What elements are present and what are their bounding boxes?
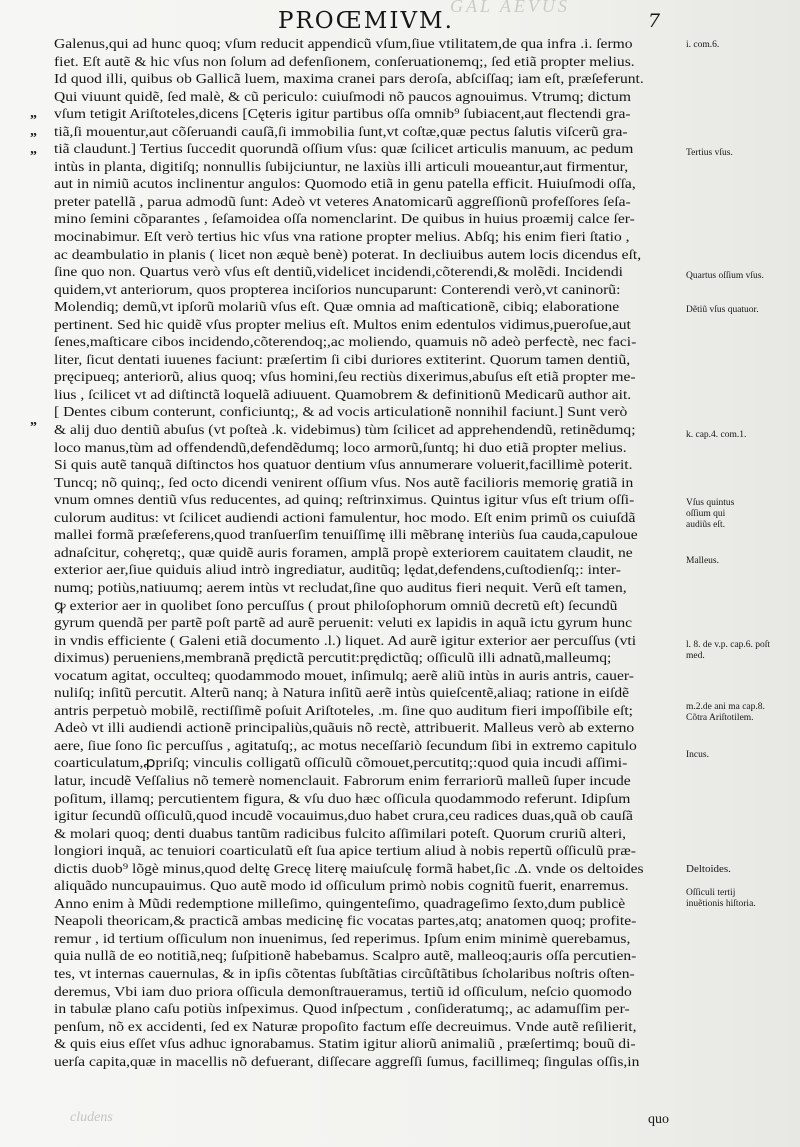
text-line: poſitum, illamq; percutientem figura, & vſu duo hæc oſſicula quodammodo referunt. Idipſum	[54, 791, 631, 807]
text-line: latur, incudẽ Veſſalius nõ temerè nomenclauit. Fabrorum enim ferrariorũ malleũ ſuper incude	[54, 773, 631, 789]
text-line: pręcipueq; anteriorũ, alius quoq; vſus homini,ſeu rectiùs dixerimus,abuſus eſt etiã propter me-	[54, 370, 636, 386]
text-line: remur , id tertium oſſiculum non inuenimus, ſed reperimus. Ipſum enim minimè querebamus,	[54, 931, 631, 947]
quote-mark: „	[30, 142, 37, 157]
marginal-note: Oſſiculi tertij inuẽtionis hiſtoria.	[686, 888, 756, 909]
text-line: Si quis autẽ tanquã diſtinctos hos quatuor dentium vſus annumerare voluerit,facillimè poterit.	[54, 458, 633, 474]
page-header	[0, 4, 800, 38]
marginal-note: Tertius vſus.	[686, 148, 733, 158]
body-text	[54, 36, 684, 1071]
text-line: intùs in planta, digitiſq; nonnullis ſubijciuntur, ne laxiùs illi articuli moueantur,aut firmentur,	[54, 159, 629, 175]
text-line: ſine quo non. Quartus verò vſus eſt dentiũ,videlicet incidendi,cõterendi,& molẽdi. Incidendi	[54, 265, 624, 281]
text-line: Qui viuunt quidẽ, ſed malè, & cũ periculo: cuiuſmodi nõ paucos agnouimus. Vtrumq; dictum	[54, 89, 631, 105]
quote-mark: „	[30, 124, 37, 139]
text-line: ac deambulatio in planis ( licet non æquè benè) poterat. In decliuibus autem locis dicendus eſt,	[54, 247, 642, 263]
text-line: loco manus,tùm ad offendendũ,defendẽdumq; loco armorũ,ſuntq; hi duo etiã propter melius.	[54, 440, 627, 456]
text-line: in vndis efficiente ( Galeni etiã documento .l.) liquet. Ad aurẽ igitur exterior aer percuſſus (vti	[54, 633, 637, 649]
text-line: mocinabimur. Eſt verò tertius hic vſus vna ratione propter melius. Abſq; his enim fieri ſtatio ,	[54, 230, 630, 246]
text-line: aere, ſiue ſono ſic percuſſus , agitatuſq;, ac motus neceſſariò ſecundum ſibi in extremo capitulo	[54, 738, 637, 754]
text-line: Neapoli theoricam,& practicã ambas medicinę fic vocatas partes,atq; anatomen quoq; profite-	[54, 914, 637, 930]
text-line: tiã claudunt.] Tertius ſuccedit quorundã oſſium vſus: quæ ſcilicet articulis manuum, ac pedum	[54, 142, 634, 158]
text-line: uerſa capita,quæ in macellis nõ defuerant, diſſecare aggreſſi ſumus, facillimeq; ſingulas oſſis,in	[54, 1054, 640, 1070]
text-line: dictis duob⁹ lõgè minus,quod deltę Grecę literę maiuſculę formã habet,ſic .Δ. vnde os deltoides	[54, 861, 644, 877]
text-line: numq; potiùs,natiuumq; aerem intùs vt recludat,ſine quo auditus fieri nequit. Verũ eſt tamen,	[54, 580, 627, 596]
marginal-note: k. cap.4. com.1.	[686, 430, 747, 440]
text-line: coarticulatum,ꝓpriſq; vinculis colligatũ oſſiculũ cõmouet,percutitq;:quod quia incudi aſſimi-	[54, 756, 628, 772]
text-line: liter, ſicut dentati iuuenes faciunt: præſertim ſi cibi duriores extiterint. Quorum tamen dentiũ,	[54, 352, 631, 368]
text-line: culorum auditus: vt ſcilicet audiendi actioni famulentur, hoc modo. Eſt enim primũ os cuiuſdã	[54, 510, 636, 526]
marginal-note: Deltoides.	[686, 863, 731, 875]
text-line: mino ſemini cõparantes , ſeſamoidea oſſa nomenclarint. De quibus in huius proæmij calce ſer-	[54, 212, 635, 228]
marginal-note: Vſus quintus oſſium qui audiũs eſt.	[686, 498, 735, 530]
text-line: Adeò vt illi audiendi actionẽ principaliùs,quãuis nõ rectè, attribuerit. Malleus verò ab externo	[54, 721, 635, 737]
text-line: pertinent. Sed hic quidẽ vſus propter melius eſt. Multos enim edentulos vidimus,pueroſue,aut	[54, 317, 631, 333]
catchword: quo	[648, 1112, 669, 1127]
text-line: ꝙ exterior aer in quolibet ſono percuſſus ( prout philoſophorum omniũ decretũ eſt) ſecundũ	[54, 598, 618, 614]
quote-mark: „	[30, 106, 37, 121]
text-line: quidem,vt anteriorum, quos propterea inciſorios nuncuparunt: Conterendi verò,vt caninorũ:	[54, 282, 621, 298]
text-line: mallei formã præſeferens,quod tranſuerſim tenuiſſimę illi mẽbranę interiùs ſua cauda,capuloue	[54, 528, 638, 544]
text-line: [ Dentes cibum conterunt, conficiuntq;, & ad vocis articulationẽ nonnihil faciunt.] Sunt verò	[54, 405, 628, 421]
text-line: deremus, Vbi iam duo priora oſſicula demonſtraueramus, tertiũ id oſſiculum, neſcio quomodo	[54, 984, 632, 1000]
running-title: PROŒMIVM.	[278, 8, 454, 34]
text-line: penſum, nõ ex accidenti, ſed ex Naturæ propoſito factum eſſe decreuimus. Vnde autẽ reſilierit,	[54, 1019, 637, 1035]
text-line: tiã,ſi mouentur,aut cõſeruandi cauſã,ſi immobilia ſunt,vt coſtæ,quæ pectus ſalutis viſcerũ gra-	[54, 124, 628, 140]
text-line: aliquãdo nuncupauimus. Quo autẽ modo id oſſiculum primò nobis cognitũ fuerit, enarremus.	[54, 879, 629, 895]
marginal-note: Quartus oſſium vſus.	[686, 271, 764, 281]
text-line: gyrum quendã per partẽ poſt partẽ ad aurẽ peruenit: veluti ex lapidis in aquã ictu gyrum hunc	[54, 616, 633, 632]
text-line: aut in nimiũ acutos inclinentur angulos: Quomodo etiã in genu patella efficit. Huiuſmodi oſſa,	[54, 177, 636, 193]
text-line: nuliſq; inſitũ percutit. Alterũ nanq; à Natura inſitũ aerẽ intùs quieſcentẽ,aliaq; ratione in eiſdẽ	[54, 686, 630, 702]
bleed-through-text-bottom: cludens	[70, 1110, 113, 1125]
marginal-note: l. 8. de v.p. cap.6. poſt med.	[686, 640, 771, 661]
text-line: tes, vt internas cauernulas, & in ipſis cõtentas ſubſtãtias circũſtãtibus ſcholaribus noſtris oſten-	[54, 966, 635, 982]
page-number: 7	[648, 10, 661, 32]
text-line: vſum tetigit Ariſtoteles,dicens [Cęteris igitur partibus oſſa omnib⁹ ſubiacent,aut flectendi gra-	[54, 107, 631, 123]
text-line: Galenus,qui ad hunc quoq; vſum reducit appendicũ vſum,ſiue vtilitatem,de qua infra .i. ſermo	[54, 37, 633, 52]
text-line: quia nullã de eo notitiã,neq; ſuſpitionẽ habebamus. Scalpro autẽ, malleoq;auris oſſa percutien-	[54, 949, 637, 965]
bleed-through-text-top: GAL AEVUS	[450, 0, 570, 16]
text-line: ſenes,maſticare cibos incidendo,cõterendoq;,ac moliendo, quamuis nõ adeò perfectè, nec faci-	[54, 335, 637, 351]
marginal-note: m.2.de ani ma cap.8. Cõtra Ariſtotilem.	[686, 702, 765, 723]
text-line: Molendiq; demũ,vt ipſorũ molariũ vſus eſt. Quæ omnia ad maſticationẽ, cibiq; elaboratione	[54, 300, 620, 316]
marginal-note: Incus.	[686, 750, 709, 760]
text-line: diximus) perueniens,membranã prędictã percutit:prędictũq; oſſiculũ illi adnatũ,malleumq;	[54, 651, 612, 667]
text-line: in tabulæ plano caſu potiùs inſpeximus. Quod inſpectum , conſideratumq;, ac adamuſſim per-	[54, 1002, 630, 1018]
text-line: vnum omnes dentiũ vſus reducentes, ad quinq; reſtrinximus. Quintus igitur vſus eſt trium oſſi-	[54, 493, 635, 509]
text-line: & quis eius eſſet vſus adhuc ignorabamus. Statim igitur aliorũ animaliũ , præſertimq; bouũ di-	[54, 1037, 636, 1053]
text-line: longiori inquã, ac tenuiori coarticulatũ eſt ſua apice tertium aliud à nobis repertũ oſſiculũ præ-	[54, 844, 636, 860]
text-line: antris perpetuò mobilẽ, rectiſſimẽ poſuit Ariſtoteles, .m. ſine quo auditum fieri impoſſibile eſt;	[54, 703, 633, 719]
text-line: & molari quoq; denti duabus tantũm radicibus fulcito aſſimilari poteſt. Quorum cruriũ alteri,	[54, 826, 627, 842]
text-line: igitur ſecundũ oſſiculũ,quod incudẽ vocauimus,duo habet crura,ceu radices duas,quã ob cauſã	[54, 809, 633, 825]
text-line: vocatum agitat, occulteq; quodammodo mouet, inſimulq; aerẽ aliũ intùs in auris antris, cauer-	[54, 668, 634, 684]
marginal-note: Malleus.	[686, 556, 719, 566]
text-line: lius , ſcilicet vt ad diſtinctã loquelã adiuuent. Quamobrem & definitionũ Medicarũ author ait.	[54, 387, 632, 403]
text-line: Anno enim à Mũdi redemptione milleſimo, quingenteſimo, quadrageſimo ſexto,dum publicè	[54, 896, 626, 912]
text-line: Id quod illi, quibus ob Gallicã luem, maxima cranei pars deroſa, abſciſſaq; iam eſt, præſeferunt.	[54, 72, 644, 88]
quote-mark: „	[30, 413, 37, 428]
text-line: & alij duo dentiũ abuſus (vt poſteà .k. videbimus) tùm ſcilicet ad apprehendendũ, retinẽdumq;	[54, 423, 636, 439]
marginal-note: i. com.6.	[686, 40, 720, 50]
text-line: adnaſcitur, cohęretq;, quæ quidẽ auris foramen, amplã propè exteriorem cauitatem claudit, ne	[54, 545, 633, 561]
text-line: fiet. Eſt autẽ & hic vſus non ſolum ad defenſionem, conſeruationemq;, ſed etiã propter melius.	[54, 54, 635, 70]
text-line: Tuncq; nõ quinq;, ſed octo dicendi venirent oſſium vſus. Nos autẽ facilioris memorię gratiã in	[54, 475, 634, 491]
marginal-note: Dẽtiũ vſus quatuor.	[686, 305, 759, 315]
text-line: exterior aer,ſiue quiduis aliud intrò ingrediatur, auditũq; lędat,defendens,cuſtodienſq;: inter-	[54, 563, 621, 579]
text-line: preter patellã , parua admodũ ſunt: Adeò vt veteres Anatomicarũ aggreſſionũ profeſſores ſeſa-	[54, 194, 631, 210]
